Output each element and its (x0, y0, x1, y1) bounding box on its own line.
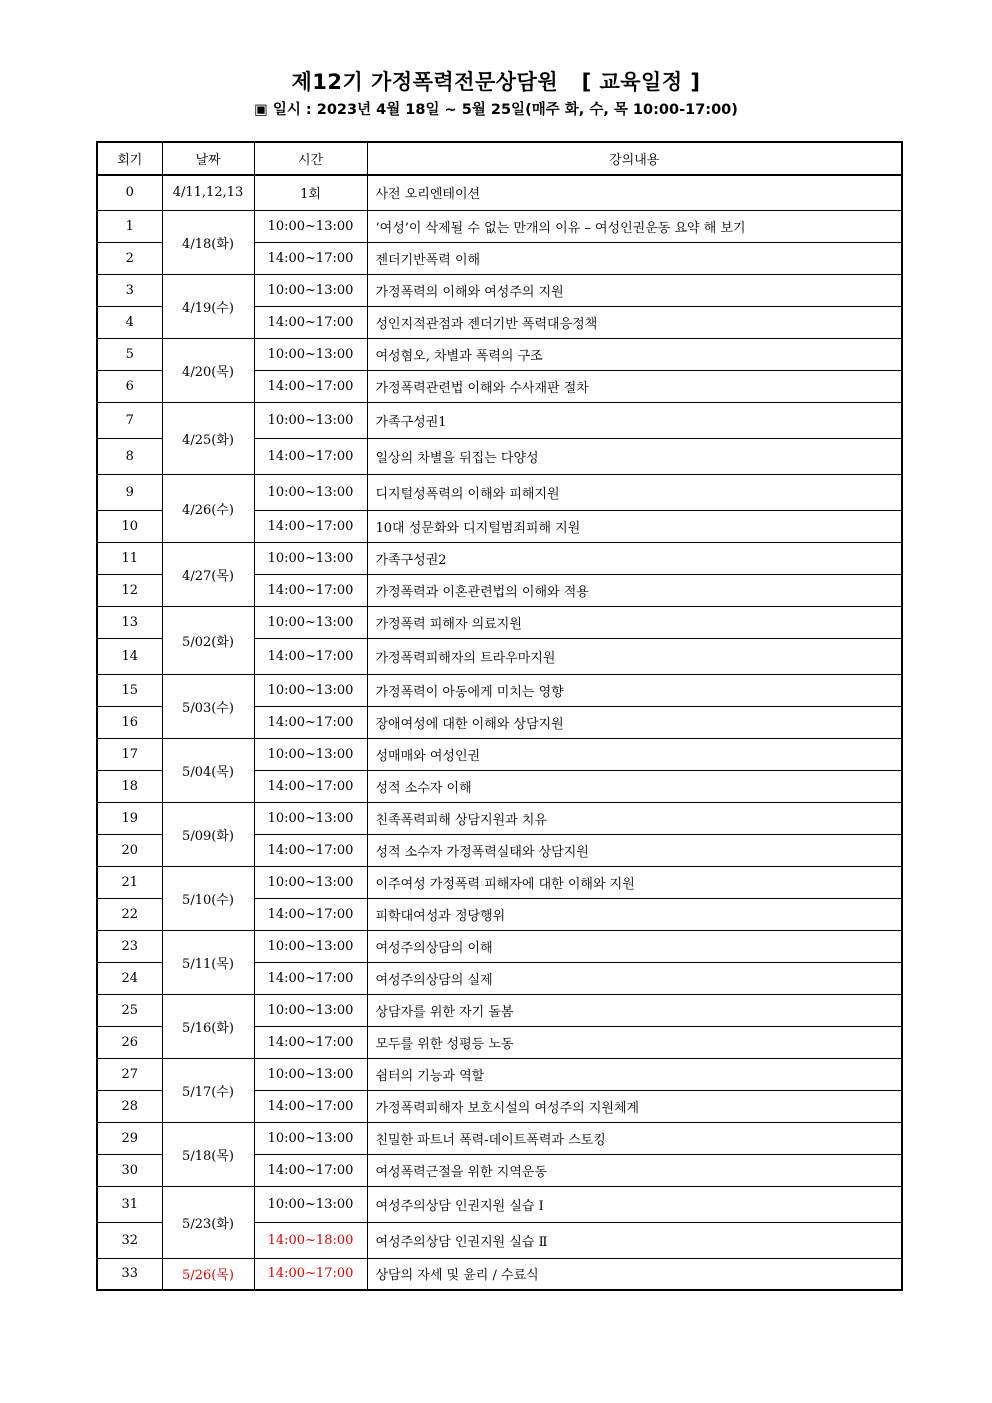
round-cell: 9 (97, 474, 162, 510)
round-cell: 14 (97, 638, 162, 674)
round-cell: 28 (97, 1090, 162, 1122)
time-cell: 10:00~13:00 (254, 1058, 367, 1090)
header-round: 회기 (97, 142, 162, 175)
round-cell: 27 (97, 1058, 162, 1090)
time-cell: 10:00~13:00 (254, 802, 367, 834)
table-row (97, 674, 902, 706)
round-cell: 29 (97, 1122, 162, 1154)
content-cell: 가정폭력이 아동에게 미치는 영향 (367, 674, 902, 706)
time-cell: 14:00~17:00 (254, 370, 367, 402)
content-cell: 가정폭력과 이혼관련법의 이해와 적용 (367, 574, 902, 606)
round-cell: 24 (97, 962, 162, 994)
date-cell: 5/16(화) (162, 994, 254, 1058)
time-cell: 10:00~13:00 (254, 738, 367, 770)
content-cell: 피학대여성과 정당행위 (367, 898, 902, 930)
round-cell: 26 (97, 1026, 162, 1058)
round-cell: 12 (97, 574, 162, 606)
time-cell: 10:00~13:00 (254, 994, 367, 1026)
time-cell: 14:00~17:00 (254, 306, 367, 338)
round-cell: 20 (97, 834, 162, 866)
time-cell: 14:00~17:00 (254, 1154, 367, 1186)
date-cell: 5/17(수) (162, 1058, 254, 1122)
schedule-body (97, 175, 902, 1290)
date-cell: 5/26(목) (162, 1258, 254, 1290)
round-cell: 17 (97, 738, 162, 770)
date-cell: 4/27(목) (162, 542, 254, 606)
table-row (97, 402, 902, 438)
content-cell: 성적 소수자 이해 (367, 770, 902, 802)
content-cell: ‘여성’이 삭제될 수 없는 만개의 이유 – 여성인권운동 요약 해 보기 (367, 210, 902, 242)
table-row (97, 274, 902, 306)
table-row (97, 542, 902, 574)
date-cell: 5/02(화) (162, 606, 254, 674)
time-cell: 14:00~17:00 (254, 638, 367, 674)
date-cell: 4/11,12,13 (162, 175, 254, 210)
time-cell: 14:00~17:00 (254, 770, 367, 802)
content-cell: 가정폭력의 이해와 여성주의 지원 (367, 274, 902, 306)
round-cell: 32 (97, 1222, 162, 1258)
time-cell: 1회 (254, 175, 367, 210)
table-header-row (97, 142, 902, 175)
time-cell: 14:00~18:00 (254, 1222, 367, 1258)
date-cell: 5/11(목) (162, 930, 254, 994)
content-cell: 10대 성문화와 디지털범죄피해 지원 (367, 510, 902, 542)
time-cell: 10:00~13:00 (254, 930, 367, 962)
table-row (97, 210, 902, 242)
time-cell: 10:00~13:00 (254, 338, 367, 370)
content-cell: 일상의 차별을 뒤집는 다양성 (367, 438, 902, 474)
time-cell: 14:00~17:00 (254, 1026, 367, 1058)
content-cell: 여성주의상담 인권지원 실습 Ⅱ (367, 1222, 902, 1258)
date-cell: 4/18(화) (162, 210, 254, 274)
content-cell: 디지털성폭력의 이해와 피해지원 (367, 474, 902, 510)
table-row (97, 1122, 902, 1154)
content-cell: 모두를 위한 성평등 노동 (367, 1026, 902, 1058)
content-cell: 성매매와 여성인권 (367, 738, 902, 770)
content-cell: 여성주의상담의 실제 (367, 962, 902, 994)
date-cell: 5/10(수) (162, 866, 254, 930)
header-time: 시간 (254, 142, 367, 175)
round-cell: 3 (97, 274, 162, 306)
content-cell: 친족폭력피해 상담지원과 치유 (367, 802, 902, 834)
page-title: 제12기 가정폭력전문상담원 [ 교육일정 ] (291, 70, 701, 94)
content-cell: 쉼터의 기능과 역할 (367, 1058, 902, 1090)
time-cell: 10:00~13:00 (254, 866, 367, 898)
content-cell: 사전 오리엔테이션 (367, 175, 902, 210)
round-cell: 21 (97, 866, 162, 898)
time-cell: 10:00~13:00 (254, 1186, 367, 1222)
round-cell: 16 (97, 706, 162, 738)
round-cell: 18 (97, 770, 162, 802)
table-row (97, 866, 902, 898)
table-row (97, 994, 902, 1026)
content-cell: 친밀한 파트너 폭력-데이트폭력과 스토킹 (367, 1122, 902, 1154)
date-cell: 5/03(수) (162, 674, 254, 738)
table-row (97, 606, 902, 638)
content-cell: 장애여성에 대한 이해와 상담지원 (367, 706, 902, 738)
time-cell: 14:00~17:00 (254, 510, 367, 542)
content-cell: 여성폭력근절을 위한 지역운동 (367, 1154, 902, 1186)
time-cell: 10:00~13:00 (254, 1122, 367, 1154)
date-cell: 4/19(수) (162, 274, 254, 338)
round-cell: 10 (97, 510, 162, 542)
content-cell: 젠더기반폭력 이해 (367, 242, 902, 274)
time-cell: 10:00~13:00 (254, 210, 367, 242)
round-cell: 33 (97, 1258, 162, 1290)
content-cell: 가정폭력 피해자 의료지원 (367, 606, 902, 638)
round-cell: 1 (97, 210, 162, 242)
time-cell: 14:00~17:00 (254, 242, 367, 274)
time-cell: 14:00~17:00 (254, 834, 367, 866)
date-cell: 4/20(목) (162, 338, 254, 402)
time-cell: 10:00~13:00 (254, 606, 367, 638)
schedule-table (96, 141, 903, 1291)
content-cell: 여성혐오, 차별과 폭력의 구조 (367, 338, 902, 370)
round-cell: 8 (97, 438, 162, 474)
content-cell: 성인지적관점과 젠더기반 폭력대응정책 (367, 306, 902, 338)
round-cell: 7 (97, 402, 162, 438)
date-cell: 5/23(화) (162, 1186, 254, 1258)
table-row (97, 930, 902, 962)
table-row (97, 738, 902, 770)
table-row (97, 175, 902, 210)
round-cell: 4 (97, 306, 162, 338)
table-row (97, 338, 902, 370)
round-cell: 31 (97, 1186, 162, 1222)
round-cell: 2 (97, 242, 162, 274)
content-cell: 가족구성권2 (367, 542, 902, 574)
content-cell: 가정폭력피해자 보호시설의 여성주의 지원체계 (367, 1090, 902, 1122)
content-cell: 성적 소수자 가정폭력실태와 상담지원 (367, 834, 902, 866)
round-cell: 0 (97, 175, 162, 210)
header-content: 강의내용 (367, 142, 902, 175)
schedule-period: ▣ 일시 : 2023년 4월 18일 ~ 5월 25일(매주 화, 수, 목 10:00-17:00) (254, 102, 738, 118)
header-date: 날짜 (162, 142, 254, 175)
content-cell: 가정폭력피해자의 트라우마지원 (367, 638, 902, 674)
round-cell: 30 (97, 1154, 162, 1186)
time-cell: 10:00~13:00 (254, 674, 367, 706)
round-cell: 5 (97, 338, 162, 370)
time-cell: 10:00~13:00 (254, 474, 367, 510)
time-cell: 14:00~17:00 (254, 1258, 367, 1290)
time-cell: 10:00~13:00 (254, 542, 367, 574)
time-cell: 14:00~17:00 (254, 1090, 367, 1122)
content-cell: 가정폭력관련법 이해와 수사재판 절차 (367, 370, 902, 402)
round-cell: 22 (97, 898, 162, 930)
round-cell: 11 (97, 542, 162, 574)
content-cell: 상담의 자세 및 윤리 / 수료식 (367, 1258, 902, 1290)
table-row (97, 802, 902, 834)
round-cell: 25 (97, 994, 162, 1026)
round-cell: 15 (97, 674, 162, 706)
round-cell: 6 (97, 370, 162, 402)
time-cell: 14:00~17:00 (254, 898, 367, 930)
round-cell: 13 (97, 606, 162, 638)
time-cell: 10:00~13:00 (254, 402, 367, 438)
content-cell: 이주여성 가정폭력 피해자에 대한 이해와 지원 (367, 866, 902, 898)
table-row (97, 1186, 902, 1222)
table-row (97, 474, 902, 510)
round-cell: 19 (97, 802, 162, 834)
table-row (97, 1058, 902, 1090)
date-cell: 4/26(수) (162, 474, 254, 542)
date-cell: 5/09(화) (162, 802, 254, 866)
round-cell: 23 (97, 930, 162, 962)
content-cell: 여성주의상담의 이해 (367, 930, 902, 962)
content-cell: 상담자를 위한 자기 돌봄 (367, 994, 902, 1026)
time-cell: 14:00~17:00 (254, 574, 367, 606)
date-cell: 4/25(화) (162, 402, 254, 474)
date-cell: 5/18(목) (162, 1122, 254, 1186)
content-cell: 가족구성권1 (367, 402, 902, 438)
content-cell: 여성주의상담 인권지원 실습 Ⅰ (367, 1186, 902, 1222)
table-row (97, 1258, 902, 1290)
time-cell: 14:00~17:00 (254, 962, 367, 994)
date-cell: 5/04(목) (162, 738, 254, 802)
time-cell: 10:00~13:00 (254, 274, 367, 306)
time-cell: 14:00~17:00 (254, 706, 367, 738)
time-cell: 14:00~17:00 (254, 438, 367, 474)
